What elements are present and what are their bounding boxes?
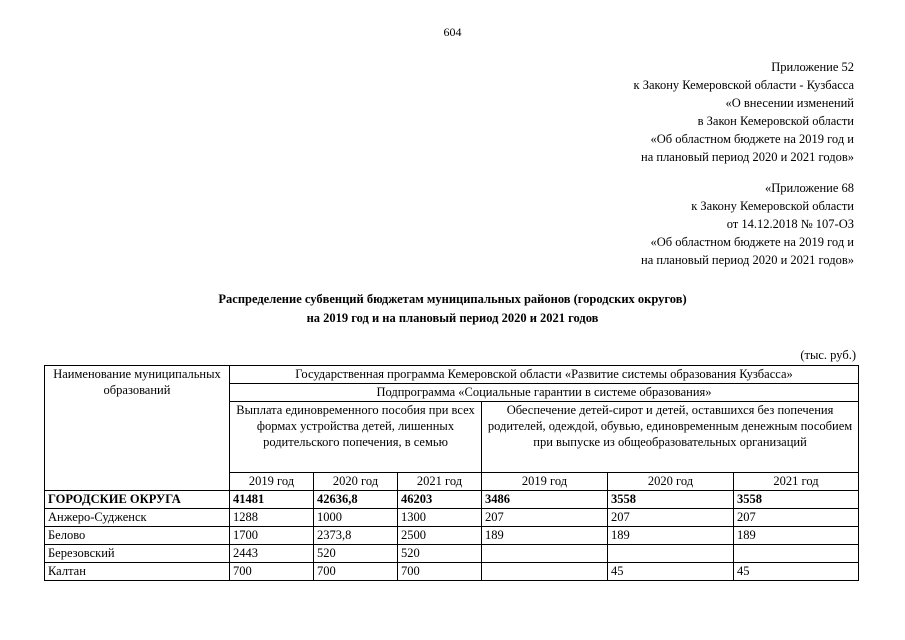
municipality-header: Наименование муниципальных образований — [45, 366, 230, 491]
document-title — [0, 290, 905, 328]
appendix-line: на плановый период 2020 и 2021 годов» — [641, 150, 854, 164]
cell-value: 2443 — [230, 545, 314, 563]
table-row — [45, 527, 859, 545]
cell-value: 3486 — [482, 491, 608, 509]
cell-value — [734, 545, 859, 563]
cell-value: 520 — [398, 545, 482, 563]
cell-value: 207 — [734, 509, 859, 527]
cell-value: 207 — [608, 509, 734, 527]
cell-value: 189 — [482, 527, 608, 545]
cell-value: 700 — [314, 563, 398, 581]
units-label: (тыс. руб.) — [800, 348, 856, 362]
cell-value: 520 — [314, 545, 398, 563]
program-header: Государственная программа Кемеровской области «Развитие системы образования Кузбасса» — [230, 366, 859, 384]
row-name: ГОРОДСКИЕ ОКРУГА — [45, 491, 230, 509]
cell-value: 189 — [608, 527, 734, 545]
table-row — [45, 509, 859, 527]
appendix-line: Приложение 52 — [771, 60, 854, 74]
year-header: 2021 год — [398, 473, 482, 491]
appendix-line: к Закону Кемеровской области - Кузбасса — [633, 78, 854, 92]
cell-value: 1300 — [398, 509, 482, 527]
group1-header: Выплата единовременного пособия при всех формах устройства детей, лишенных родительского попечения, в семью — [230, 402, 482, 473]
year-header: 2020 год — [608, 473, 734, 491]
year-header: 2019 год — [230, 473, 314, 491]
cell-value: 46203 — [398, 491, 482, 509]
cell-value: 700 — [398, 563, 482, 581]
appendix-line: в Закон Кемеровской области — [697, 114, 854, 128]
appendix-line: «Об областном бюджете на 2019 год и — [650, 235, 854, 249]
cell-value: 1700 — [230, 527, 314, 545]
cell-value: 42636,8 — [314, 491, 398, 509]
title-line: на 2019 год и на плановый период 2020 и 2021 годов — [306, 311, 599, 325]
cell-value — [608, 545, 734, 563]
group2-header: Обеспечение детей-сирот и детей, оставшихся без попечения родителей, одеждой, обувью, единовременным денежным пособием при выпуске из общеобразовательных организаций — [482, 402, 859, 473]
appendix-line: к Закону Кемеровской области — [691, 199, 854, 213]
cell-value: 45 — [734, 563, 859, 581]
row-name: Березовский — [45, 545, 230, 563]
appendix-line: «Об областном бюджете на 2019 год и — [650, 132, 854, 146]
title-line: Распределение субвенций бюджетам муниципальных районов (городских округов) — [218, 292, 687, 306]
table-row — [45, 491, 859, 509]
cell-value: 189 — [734, 527, 859, 545]
cell-value: 2373,8 — [314, 527, 398, 545]
cell-value: 3558 — [608, 491, 734, 509]
year-header: 2020 год — [314, 473, 398, 491]
cell-value: 207 — [482, 509, 608, 527]
row-name: Анжеро-Судженск — [45, 509, 230, 527]
cell-value: 1000 — [314, 509, 398, 527]
appendix-line: «О внесении изменений — [725, 96, 854, 110]
cell-value: 3558 — [734, 491, 859, 509]
appendix-block-2 — [641, 179, 854, 269]
cell-value: 2500 — [398, 527, 482, 545]
cell-value: 45 — [608, 563, 734, 581]
cell-value: 700 — [230, 563, 314, 581]
table-row — [45, 545, 859, 563]
subprogram-header: Подпрограмма «Социальные гарантии в системе образования» — [230, 384, 859, 402]
row-name: Белово — [45, 527, 230, 545]
year-header: 2019 год — [482, 473, 608, 491]
appendix-line: от 14.12.2018 № 107-ОЗ — [726, 217, 854, 231]
cell-value — [482, 563, 608, 581]
subsidy-table — [44, 365, 859, 581]
appendix-block-1 — [634, 58, 855, 166]
table-row — [45, 563, 859, 581]
appendix-line: на плановый период 2020 и 2021 годов» — [641, 253, 854, 267]
row-name: Калтан — [45, 563, 230, 581]
cell-value: 41481 — [230, 491, 314, 509]
cell-value: 1288 — [230, 509, 314, 527]
page-number: 604 — [443, 25, 462, 39]
year-header: 2021 год — [734, 473, 859, 491]
cell-value — [482, 545, 608, 563]
appendix-line: «Приложение 68 — [765, 181, 854, 195]
